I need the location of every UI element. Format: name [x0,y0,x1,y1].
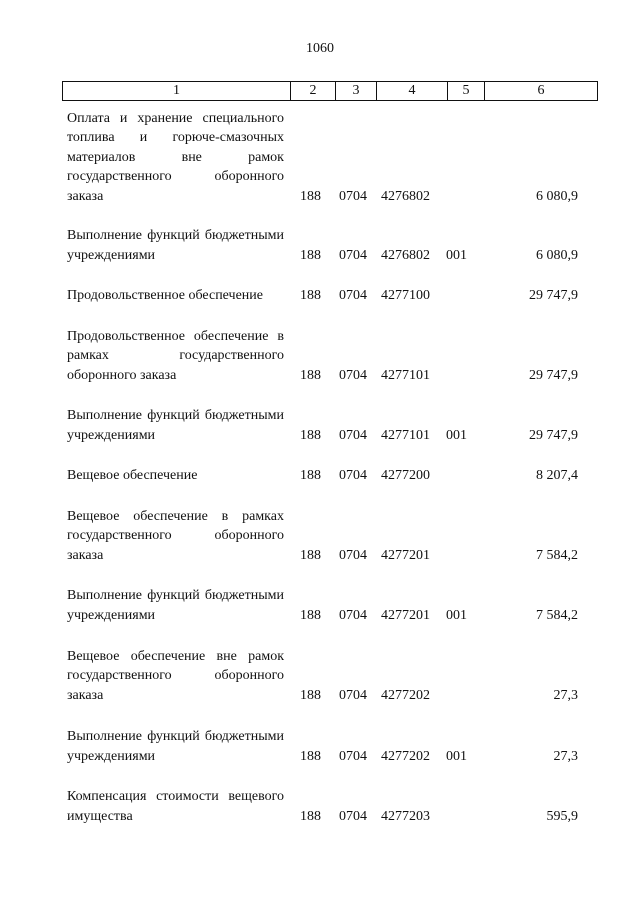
row-section-code: 0704 [339,287,367,303]
row-ministry-code: 188 [300,547,321,563]
row-amount: 7 584,2 [536,607,578,623]
header-col-5: 5 [448,82,485,101]
row-article-code: 4277202 [381,687,430,703]
row-description: Вещевое обеспечение вне рамок государственного оборонного заказа [67,648,284,703]
row-article-code: 4277201 [381,547,430,563]
row-description: Оплата и хранение специального топлива и горюче-смазочных материалов вне рамок государственного оборонного заказа [67,110,284,204]
row-section-code: 0704 [339,247,367,263]
row-ministry-code: 188 [300,287,321,303]
header-col-6: 6 [485,82,598,101]
row-ministry-code: 188 [300,247,321,263]
row-ministry-code: 188 [300,748,321,764]
row-article-code: 4277202 [381,748,430,764]
row-description: Вещевое обеспечение [67,467,198,483]
row-amount: 8 207,4 [536,467,578,483]
row-description: Выполнение функций бюджетными учреждениями [67,228,284,263]
row-description: Вещевое обеспечение в рамках государственного оборонного заказа [67,508,284,563]
header-col-1: 1 [63,82,291,101]
row-section-code: 0704 [339,188,367,204]
row-section-code: 0704 [339,427,367,443]
row-section-code: 0704 [339,547,367,563]
row-amount: 29 747,9 [529,427,578,443]
row-ministry-code: 188 [300,808,321,824]
row-expense-code: 001 [446,748,467,764]
row-amount: 595,9 [546,808,578,824]
row-amount: 29 747,9 [529,287,578,303]
row-ministry-code: 188 [300,687,321,703]
row-amount: 6 080,9 [536,188,578,204]
row-description: Выполнение функций бюджетными учреждениями [67,588,284,623]
row-description: Продовольственное обеспечение в рамках государственного оборонного заказа [67,328,284,383]
row-description: Продовольственное обеспечение [67,287,263,303]
row-description: Выполнение функций бюджетными учреждениями [67,729,284,764]
row-amount: 7 584,2 [536,547,578,563]
row-section-code: 0704 [339,748,367,764]
row-section-code: 0704 [339,607,367,623]
row-section-code: 0704 [339,367,367,383]
row-description: Выполнение функций бюджетными учреждениями [67,408,284,443]
row-article-code: 4277100 [381,287,430,303]
row-section-code: 0704 [339,808,367,824]
row-description: Компенсация стоимости вещевого имущества [67,789,284,824]
row-article-code: 4277101 [381,367,430,383]
row-section-code: 0704 [339,467,367,483]
row-ministry-code: 188 [300,188,321,204]
row-amount: 27,3 [553,687,578,703]
row-article-code: 4276802 [381,247,430,263]
row-article-code: 4277201 [381,607,430,623]
row-article-code: 4277203 [381,808,430,824]
row-article-code: 4277101 [381,427,430,443]
row-section-code: 0704 [339,687,367,703]
header-col-2: 2 [291,82,336,101]
row-expense-code: 001 [446,427,467,443]
row-amount: 6 080,9 [536,247,578,263]
header-col-3: 3 [336,82,377,101]
row-ministry-code: 188 [300,427,321,443]
row-expense-code: 001 [446,607,467,623]
row-article-code: 4276802 [381,188,430,204]
row-expense-code: 001 [446,247,467,263]
header-col-4: 4 [377,82,448,101]
page-number: 1060 [306,41,334,56]
row-article-code: 4277200 [381,467,430,483]
row-amount: 29 747,9 [529,367,578,383]
row-ministry-code: 188 [300,467,321,483]
row-amount: 27,3 [553,748,578,764]
row-ministry-code: 188 [300,367,321,383]
row-ministry-code: 188 [300,607,321,623]
